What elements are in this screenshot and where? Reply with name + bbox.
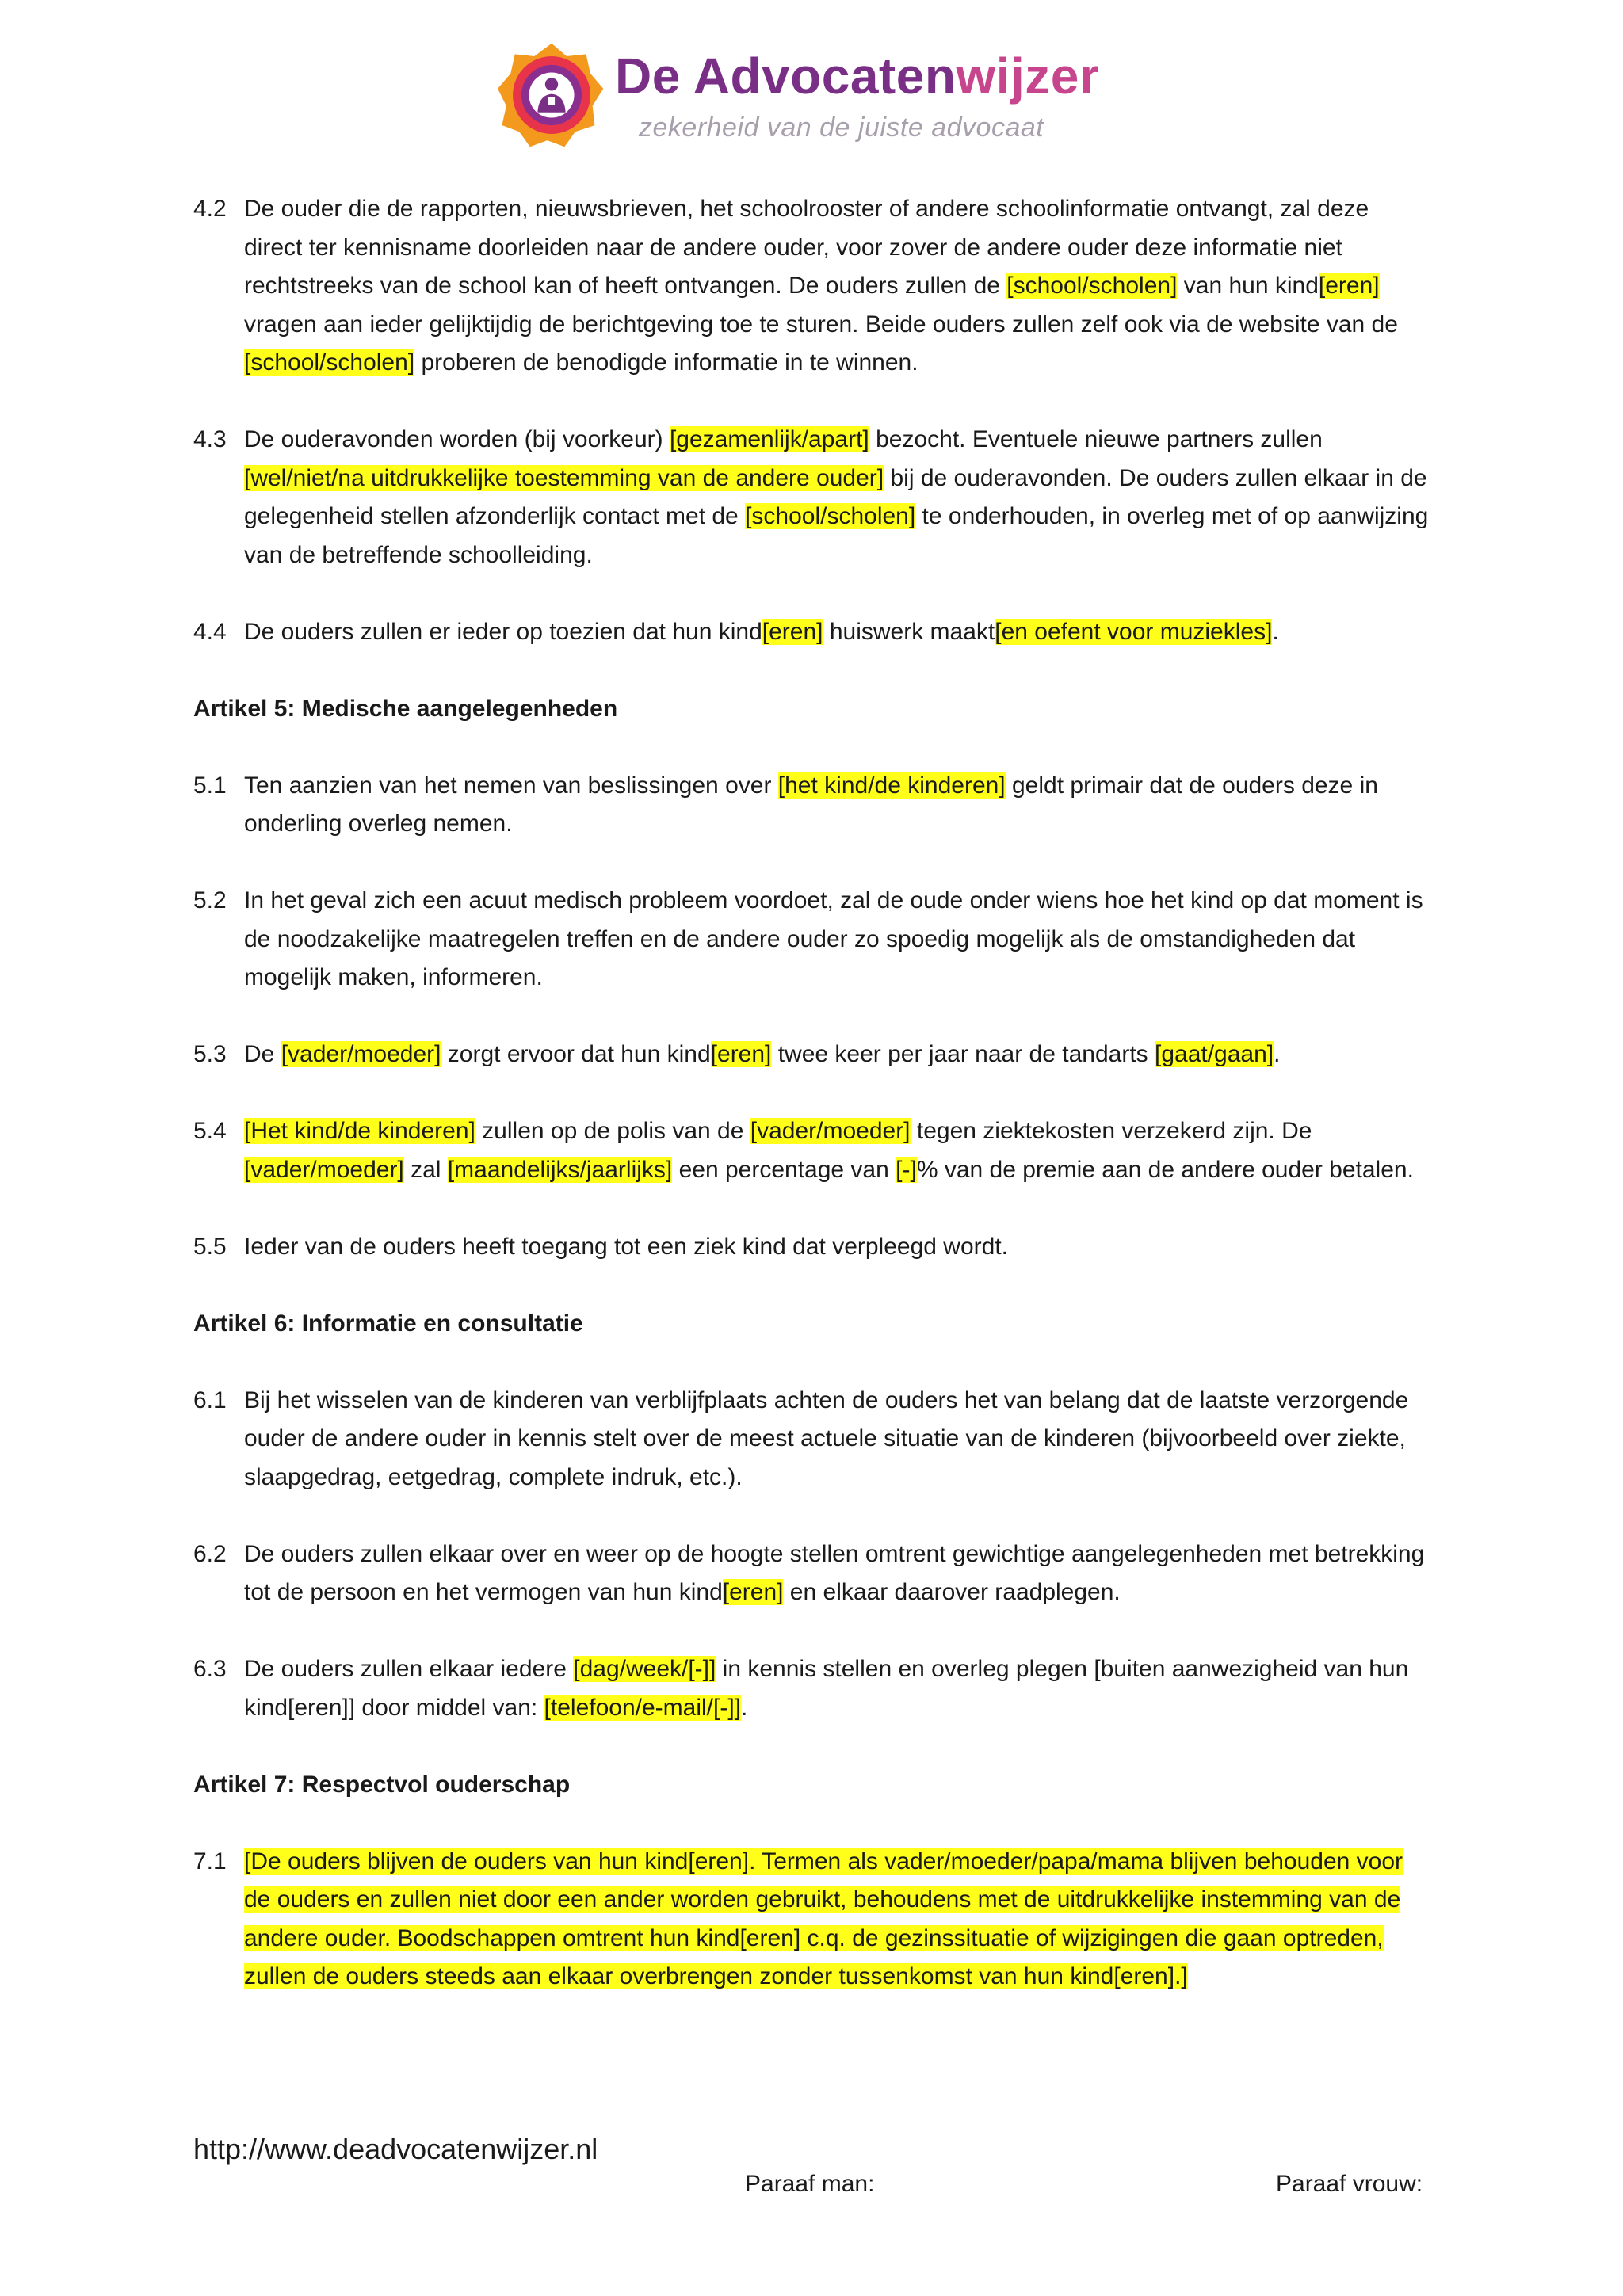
clause-text: Bij het wisselen van de kinderen van verblijfplaats achten de ouders het van belang dat de laatste verzorgende ouder de andere ouder in kennis stelt over de meest actuele situatie van de kinderen (bijvoorbeeld over ziekte, slaapgedrag, eetgedrag, complete indruk, etc.). (244, 1386, 1409, 1490)
placeholder-highlight: [dag/week/[-]] (573, 1656, 716, 1682)
brand-name: De Advocatenwijzer (615, 48, 1100, 105)
clause-number: 5.4 (193, 1118, 227, 1144)
paragraph-gap (193, 1074, 1430, 1113)
paragraph-gap (193, 383, 1430, 421)
placeholder-highlight: [eren] (710, 1041, 772, 1067)
clause-text: . (1274, 1041, 1281, 1067)
paragraph-gap (193, 1343, 1430, 1382)
clause-text: tegen ziektekosten verzekerd zijn. De (910, 1118, 1312, 1144)
placeholder-highlight: [eren] (722, 1579, 784, 1605)
placeholder-highlight: [eren] (1318, 273, 1380, 299)
placeholder-highlight: [vader/moeder] (281, 1041, 441, 1067)
clause-text: De ouder die de rapporten, nieuwsbrieven, het schoolrooster of andere schoolinformatie ontvangt, zal deze direct ter kennisname doorleiden naar de andere ouder, voor zover de andere ouder deze informatie niet rechtstreeks van de school kan of heeft ontvangen. De ouders zullen de (244, 196, 1369, 299)
paragraph-gap (193, 997, 1430, 1036)
clause-5-5 (193, 1228, 1430, 1267)
footer-url: http://www.deadvocatenwijzer.nl (193, 2133, 598, 2165)
clause-text: vragen aan ieder gelijktijdig de berichtgeving toe te sturen. Beide ouders zullen zelf ook via de website van de (244, 311, 1398, 338)
clause-text: zullen op de polis van de (475, 1118, 750, 1144)
clause-text: zorgt ervoor dat hun kind (441, 1041, 711, 1067)
paragraph-gap (193, 1612, 1430, 1651)
clause-7-1 (193, 1843, 1430, 1997)
placeholder-highlight: [De ouders blijven de ouders van hun kind[eren]. Termen als vader/moeder/papa/mama blijven behouden voor de ouders en zullen niet door een ander worden gebruikt, behoudens met de uitdrukkelijke instemming van de andere ouder. Boodschappen omtrent hun kind[eren] c.q. de gezinssituatie of wijzigingen die gaan optreden, zullen de ouders steeds aan elkaar overbrengen zonder tussenkomst van hun kind[eren].] (244, 1848, 1403, 1989)
clause-text: van hun kind (1177, 273, 1319, 299)
placeholder-highlight: [het kind/de kinderen] (777, 772, 1006, 799)
paragraph-gap (193, 1497, 1430, 1535)
document-body (193, 190, 1430, 1997)
clause-text: een percentage van (672, 1156, 896, 1183)
clause-4-2 (193, 190, 1430, 383)
clause-text: Ten aanzien van het nemen van beslissingen over (244, 772, 778, 799)
logo (498, 41, 1132, 152)
clause-5-2 (193, 882, 1430, 997)
clause-6-3 (193, 1650, 1430, 1727)
clause-number: 5.2 (193, 887, 227, 913)
advocate-badge-icon (498, 41, 605, 149)
clause-5-4 (193, 1112, 1430, 1189)
clause-text: De (244, 1041, 281, 1067)
article-heading: Artikel 6: Informatie en consultatie (193, 1310, 583, 1337)
placeholder-highlight: [vader/moeder] (244, 1156, 404, 1183)
clause-text: en elkaar daarover raadplegen. (783, 1579, 1121, 1605)
placeholder-highlight: [gaat/gaan] (1155, 1041, 1274, 1067)
clause-text: te onderhouden, in overleg met of op aanwijzing van de betreffende schoolleiding. (244, 503, 1429, 568)
clause-text: bij de ouderavonden. De ouders zullen elkaar in de gelegenheid stellen afzonderlijk contact met de (244, 464, 1427, 529)
clause-4-4 (193, 613, 1430, 652)
clause-text: bezocht. Eventuele nieuwe partners zullen (869, 426, 1323, 452)
clause-number: 4.2 (193, 196, 227, 222)
clause-text: Ieder van de ouders heeft toegang tot een ziek kind dat verpleegd wordt. (244, 1233, 1008, 1260)
brand-tagline: zekerheid van de juiste advocaat (639, 113, 1044, 143)
clause-text: twee keer per jaar naar de tandarts (771, 1041, 1155, 1067)
clause-5-3 (193, 1035, 1430, 1074)
clause-6-2 (193, 1535, 1430, 1612)
clause-number: 6.3 (193, 1656, 227, 1682)
clause-number: 7.1 (193, 1848, 227, 1875)
clause-number: 5.5 (193, 1233, 227, 1260)
clause-text: in kennis stellen en overleg plegen [buiten aanwezigheid van hun kind[eren]] door middel van: (244, 1656, 1409, 1721)
placeholder-highlight: [-] (896, 1156, 917, 1183)
paraaf-vrouw-label: Paraaf vrouw: (1276, 2171, 1423, 2197)
clause-text: proberen de benodigde informatie in te winnen. (414, 349, 918, 376)
paragraph-gap (193, 728, 1430, 767)
clause-text: zal (403, 1156, 448, 1183)
clause-6-1 (193, 1382, 1430, 1497)
placeholder-highlight: [gezamenlijk/apart] (669, 426, 869, 452)
clause-text: . (740, 1694, 748, 1721)
article-heading: Artikel 7: Respectvol ouderschap (193, 1771, 571, 1798)
article-heading: Artikel 5: Medische aangelegenheden (193, 695, 618, 722)
clause-5-1 (193, 767, 1430, 844)
clause-text: De ouders zullen er ieder op toezien dat hun kind (244, 618, 762, 645)
paragraph-gap (193, 1266, 1430, 1305)
paragraph-gap (193, 1804, 1430, 1843)
placeholder-highlight: [telefoon/e-mail/[-]] (544, 1694, 741, 1721)
clause-text: De ouderavonden worden (bij voorkeur) (244, 426, 670, 452)
clause-text: De ouders zullen elkaar iedere (244, 1656, 574, 1682)
placeholder-highlight: [eren] (762, 618, 823, 645)
paragraph-gap (193, 574, 1430, 613)
clause-number: 5.3 (193, 1041, 227, 1067)
clause-text: In het geval zich een acuut medisch probleem voordoet, zal de oude onder wiens hoe het kind op dat moment is de noodzakelijke maatregelen treffen en de andere ouder zo spoedig mogelijk als de omstandigheden dat mogelijk maken, informeren. (244, 887, 1423, 990)
placeholder-highlight: [school/scholen] (1006, 273, 1178, 299)
clause-text: huiswerk maakt (823, 618, 995, 645)
placeholder-highlight: [school/scholen] (745, 503, 916, 529)
clause-number: 4.3 (193, 426, 227, 452)
paragraph-gap (193, 1727, 1430, 1766)
placeholder-highlight: [wel/niet/na uitdrukkelijke toestemming van de andere ouder] (244, 464, 884, 491)
clause-4-3 (193, 421, 1430, 574)
clause-text: % van de premie aan de andere ouder betalen. (916, 1156, 1414, 1183)
placeholder-highlight: [Het kind/de kinderen] (244, 1118, 475, 1144)
placeholder-highlight: [en oefent voor muziekles] (995, 618, 1273, 645)
clause-number: 5.1 (193, 772, 227, 799)
clause-number: 6.2 (193, 1540, 227, 1567)
placeholder-highlight: [vader/moeder] (750, 1118, 911, 1144)
placeholder-highlight: [maandelijks/jaarlijks] (447, 1156, 673, 1183)
paragraph-gap (193, 651, 1430, 690)
clause-text: De ouders zullen elkaar over en weer op de hoogte stellen omtrent gewichtige aangelegenheden met betrekking tot de persoon en het vermogen van hun kind (244, 1540, 1425, 1605)
paraaf-man-label: Paraaf man: (745, 2171, 875, 2197)
paragraph-gap (193, 844, 1430, 883)
clause-number: 6.1 (193, 1386, 227, 1413)
clause-number: 4.4 (193, 618, 227, 645)
clause-text: . (1272, 618, 1279, 645)
placeholder-highlight: [school/scholen] (244, 349, 415, 376)
paragraph-gap (193, 1189, 1430, 1228)
clause-text: geldt primair dat de ouders deze in onderling overleg nemen. (244, 772, 1378, 837)
